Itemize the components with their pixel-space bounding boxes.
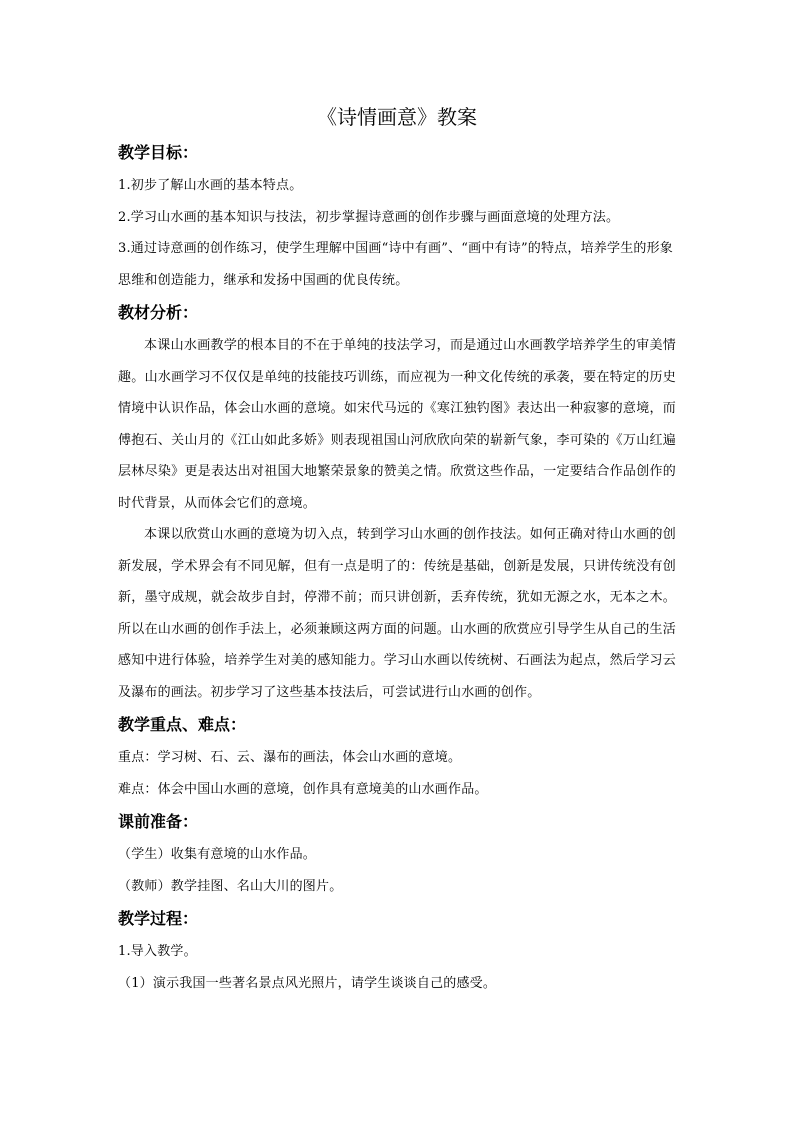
process-item-1: 1.导入教学。 [118, 944, 197, 959]
document-page [118, 100, 676, 999]
section-heading-analysis: 教材分析： [118, 303, 199, 322]
goal-item-2: 2.学习山水画的基本知识与技法，初步掌握诗意画的创作步骤与画面意境的处理方法。 [118, 209, 620, 225]
section-heading-goals: 教学目标： [118, 143, 199, 162]
process-item-2: （1）演示我国一些著名景点风光照片，请学生谈谈自己的感受。 [118, 975, 497, 991]
prep-item-teacher: （教师）教学挂图、名山大川的图片。 [118, 878, 343, 894]
section-heading-prep: 课前准备： [118, 812, 199, 831]
analysis-paragraph-1: 本课山水画教学的根本目的不在于单纯的技法学习，而是通过山水画教学培养学生的审美情趣。山水画学习不仅仅是单纯的技能技巧训练，而应视为一种文化传统的承袭，要在特定的历史情境中认识作品，体会山水画的意境。如宋代马远的《寒江独钓图》表达出一种寂寥的意境，而傅抱石、关山月的《江山如此多娇》则表现祖国山河欣欣向荣的崭新气象，李可染的《万山红遍层林尽染》更是表达出对祖国大地繁荣景象的赞美之情。欣赏这些作品，一定要结合作品创作的时代背景，从而体会它们的意境。 [118, 338, 676, 511]
section-heading-keypoints: 教学重点、难点： [118, 715, 247, 734]
analysis-paragraph-2: 本课以欣赏山水画的意境为切入点，转到学习山水画的创作技法。如何正确对待山水画的创新发展，学术界会有不同见解，但有一点是明了的：传统是基础，创新是发展，只讲传统没有创新，墨守成规，就会故步自封，停滞不前；而只讲创新，丢弃传统，犹如无源之水，无本之木。所以在山水画的创作手法上，必须兼顾这两方面的问题。山水画的欣赏应引导学生从自己的生活感知中进行体验，培养学生对美的感知能力。学习山水画以传统树、石画法为起点，然后学习云及瀑布的画法。初步学习了这些基本技法后，可尝试进行山水画的创作。 [118, 527, 676, 700]
document-title: 《诗情画意》教案 [317, 105, 477, 129]
keypoint-difficulty: 难点：体会中国山水画的意境，创作具有意境美的山水画作品。 [118, 781, 488, 797]
prep-item-students: （学生）收集有意境的山水作品。 [118, 847, 317, 862]
goal-item-1: 1.初步了解山水画的基本特点。 [118, 178, 303, 193]
section-heading-process: 教学过程： [118, 909, 199, 928]
keypoint-focus: 重点：学习树、石、云、瀑布的画法，体会山水画的意境。 [118, 750, 462, 765]
goal-item-3: 3.通过诗意画的创作练习，使学生理解中国画“诗中有画”、“画中有诗”的特点，培养学生的形象思维和创造能力，继承和发扬中国画的优良传统。 [118, 241, 673, 288]
